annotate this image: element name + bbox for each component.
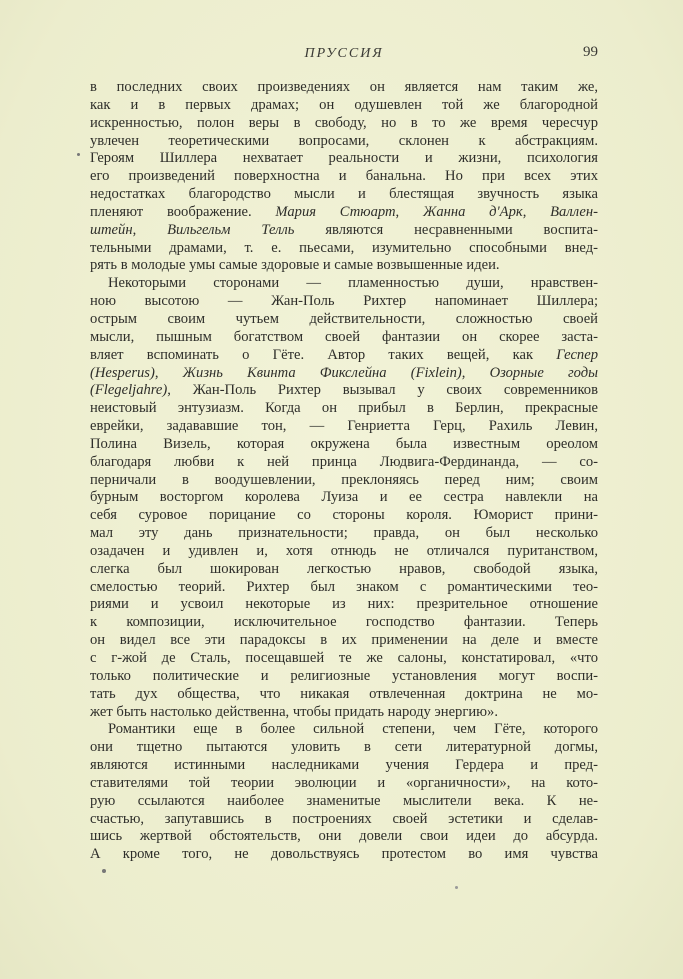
text-line [90, 365, 598, 383]
italic-title-text: Озорные годы [489, 364, 599, 381]
text-line [90, 150, 598, 168]
text-line [90, 436, 598, 454]
text-line [90, 186, 598, 204]
text-segment: его произведений поверхностна и банальна. Но при всех этих [90, 168, 598, 185]
text-line [90, 329, 598, 347]
text-line [90, 133, 598, 151]
text-line [90, 454, 598, 472]
text-line [90, 115, 598, 133]
text-line [90, 686, 598, 704]
text-segment: , [522, 203, 551, 220]
text-line [90, 579, 598, 597]
text-line [90, 400, 598, 418]
text-line [90, 614, 598, 632]
text-line [90, 721, 598, 739]
text-segment: ною высотою — Жан-Поль Рихтер напоминает Шиллера; [90, 293, 598, 310]
text-segment: Некоторыми сторонами — пламенностью души, нравствен- [108, 275, 598, 292]
text-line [90, 793, 598, 811]
text-line [90, 668, 598, 686]
text-segment: слегка был шокирован легкостью нравов, свободой языка, [90, 560, 598, 577]
text-line [90, 507, 598, 525]
text-line [90, 525, 598, 543]
print-speck [102, 869, 106, 873]
text-segment: рую ссылаются наиболее знаменитые мыслители века. К не- [90, 792, 598, 809]
text-segment: с г-жой де Сталь, посещавшей те же салоны, констатировал, «что [90, 650, 598, 666]
text-segment: мысли, пышным богатством своей фантазии он скорее заста- [90, 328, 598, 345]
text-segment: острым своим чутьем действительности, сложностью своей [90, 310, 598, 327]
text-segment: Полина Визель, которая окружена была известным ореолом [90, 435, 598, 452]
text-segment: он видел все эти парадоксы в их применении на деле и вместе [90, 632, 598, 649]
text-segment: , [395, 203, 423, 220]
text-line [90, 311, 598, 329]
text-segment: к композиции, исключительное господство фантазии. Теперь [90, 614, 598, 631]
text-segment: , [154, 364, 183, 381]
text-line [90, 472, 598, 490]
text-segment: смелостью теорий. Рихтер был знаком с романтическими тео- [90, 578, 598, 595]
text-line [90, 704, 598, 722]
text-line [90, 739, 598, 757]
text-line [90, 204, 598, 222]
text-line [90, 543, 598, 561]
text-segment: ставителями той теории эволюции и «органичности», на кото- [90, 774, 598, 791]
text-segment: перничали в воодушевлении, преклоняясь перед ним; своим [90, 471, 598, 488]
text-segment: риями и усвоил некоторые из них: презрительное отношение [90, 596, 598, 613]
text-segment: как и в первых драмах; он одушевлен той же благородной [90, 96, 598, 113]
text-line [90, 650, 598, 668]
text-segment: , [132, 221, 168, 238]
text-segment: неистовый энтузиазм. Когда он прибыл в Берлин, прекрасные [90, 400, 598, 417]
italic-title-text: штейн [90, 221, 133, 238]
italic-title-text: Геспер [556, 346, 598, 363]
text-line [90, 293, 598, 311]
text-line [90, 632, 598, 650]
text-segment: А кроме того, не довольствуясь протестом во имя чувства [90, 846, 598, 863]
text-line [90, 79, 598, 97]
text-segment: недостатках благородство мысли и блестящая звучность языка [90, 186, 598, 203]
text-line [90, 222, 598, 240]
body-text [90, 79, 598, 864]
italic-title-text: Валлен- [550, 203, 599, 220]
text-segment: бурным восторгом королева Луиза и ее сестра навлекли на [90, 489, 598, 506]
text-line [90, 347, 598, 365]
text-segment: являются несравненными воспита- [294, 221, 598, 238]
text-line [90, 775, 598, 793]
text-segment: , Жан-Поль Рихтер вызывал у своих современников [167, 382, 598, 399]
text-line [90, 168, 598, 186]
text-segment: себя суровое порицание со стороны короля. Юморист прини- [90, 507, 598, 524]
text-segment: озадачен и удивлен и, хотя отнюдь не отличался пуританством, [90, 542, 598, 559]
text-segment: в последних своих произведениях он является нам таким же, [90, 79, 598, 95]
running-header [90, 44, 598, 66]
page-number: 99 [583, 44, 598, 60]
text-segment: шись жертвой обстоятельств, они довели свои идеи до абсурда. [90, 828, 598, 845]
text-line [90, 811, 598, 829]
text-segment: тать дух общества, что никакая отвлеченная доктрина не мо- [90, 685, 598, 702]
text-segment: благодаря любви к ней принца Людвига-Фердинанда, — со- [90, 453, 598, 470]
text-segment: , [461, 364, 490, 381]
text-line [90, 240, 598, 258]
text-segment: жет быть настолько действенна, чтобы придать народу энергию». [90, 703, 498, 720]
italic-title-text: Вильгельм Телль [167, 221, 295, 238]
italic-title-text: Жанна д'Арк [422, 203, 523, 220]
italic-title-text: (Flegeljahre) [90, 382, 168, 399]
text-line [90, 489, 598, 507]
text-segment: тельными драмами, т. е. пьесами, изумительно способными внед- [90, 239, 598, 256]
text-segment: мал эту дань признательности; правда, он был несколько [90, 525, 598, 542]
text-line [90, 382, 598, 400]
text-line [90, 828, 598, 846]
text-line [90, 561, 598, 579]
text-line [90, 596, 598, 614]
text-segment: еврейки, задававшие тон, — Генриетта Герц, Рахиль Левин, [90, 418, 598, 435]
text-segment: они тщетно пытаются уловить в сети литературной догмы, [90, 739, 598, 756]
text-segment: счастью, запутавшись в построениях своей эстетики и сделав- [90, 810, 598, 827]
text-segment: только политические и религиозные установления могут воспи- [90, 667, 598, 684]
text-line [90, 97, 598, 115]
print-speck [455, 886, 458, 889]
text-segment: Романтики еще в более сильной степени, чем Гёте, которого [108, 721, 598, 738]
text-line [90, 757, 598, 775]
text-segment: Героям Шиллера нехватает реальности и жизни, психология [90, 150, 598, 167]
text-line [90, 275, 598, 293]
running-title: ПРУССИЯ [304, 46, 384, 61]
text-segment: увлечен теоретическими вопросами, склонен к абстракциям. [90, 132, 598, 149]
text-segment: рять в молодые умы самые здоровые и самые возвышенные идеи. [90, 257, 500, 274]
text-line [90, 846, 598, 864]
italic-title-text: Мария Стюарт [275, 203, 396, 220]
text-line [90, 418, 598, 436]
italic-title-text: Жизнь Квинта Фикслейна (Fixlein) [182, 364, 462, 381]
italic-title-text: (Hesperus) [90, 364, 155, 381]
text-segment: вляет вспоминать о Гёте. Автор таких вещей, как [90, 346, 557, 363]
text-segment: пленяют воображение. [90, 203, 276, 220]
text-segment: искренностью, полон веры в свободу, но в то же время чересчур [90, 114, 598, 131]
text-line [90, 257, 598, 275]
text-segment: являются истинными наследниками учения Гердера и пред- [90, 757, 598, 774]
print-speck [77, 153, 80, 156]
